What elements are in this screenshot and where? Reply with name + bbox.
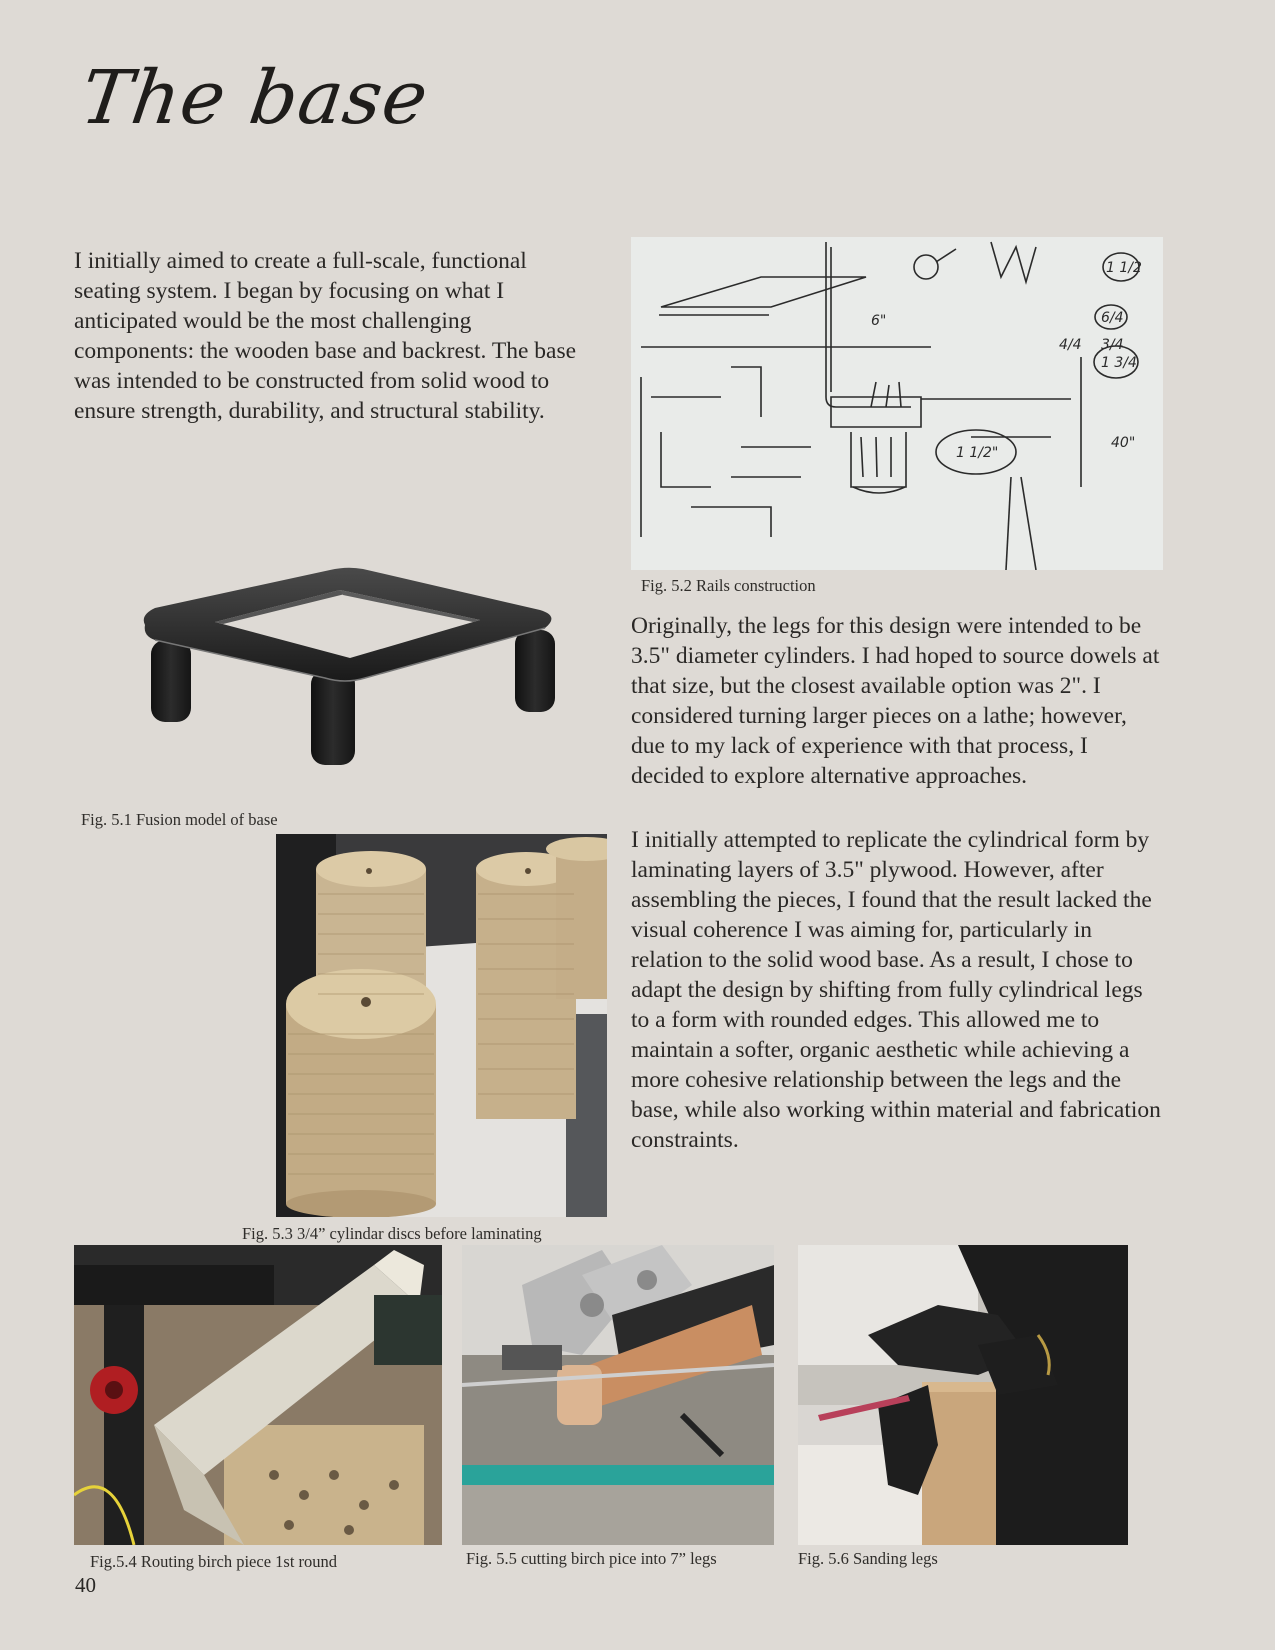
page-title: The base [76,55,434,141]
sketch-note: 1 3/4 [1101,355,1137,371]
routing-photo [74,1245,442,1545]
intro-paragraph: I initially aimed to create a full-scale, functional seating system. I began by focusing on what I anticipated would be the most challenging components: the wooden base and backrest. The base was intended to be constructed from solid wood to ensure strength, durability, and structural stability. [74,248,577,424]
rails-sketch-image [631,237,1163,570]
sketch-note: 40" [1111,435,1136,451]
plywood-discs-photo [276,834,607,1217]
sanding-photo [798,1245,1128,1545]
laminating-paragraph: I initially attempted to replicate the cylindrical form by laminating layers of 3.5" plywood. However, after assembling the pieces, I found that the result lacked the visual coherence I was aiming for, particularly in relation to the solid wood base. As a result, I chose to adapt the design by shifting from fully cylindrical legs to a form with rounded edges. This allowed me to maintain a softer, organic aesthetic while achieving a more cohesive relationship between the legs and the base, while also working within material and fabrication constraints. [631,827,1161,1153]
legs-paragraph: Originally, the legs for this design were intended to be 3.5" diameter cylinders. I had hoped to source dowels at that size, but the closest available option was 2". I considered turning larger pieces on a lathe; however, due to my lack of experience with that process, I decided to explore alternative approaches. [631,613,1160,789]
fig-5-2-caption: Fig. 5.2 Rails construction [641,576,816,595]
fusion-model-image [135,560,580,780]
fig-5-3-caption: Fig. 5.3 3/4” cylindar discs before laminating [242,1224,542,1243]
cutting-photo [462,1245,774,1545]
fig-5-5-caption: Fig. 5.5 cutting birch pice into 7” legs [466,1549,717,1568]
sketch-note: 3/4 [1101,337,1124,353]
sketch-note: 6/4 [1101,310,1124,326]
page-number: 40 [75,1573,96,1597]
fig-5-6-caption: Fig. 5.6 Sanding legs [798,1549,938,1568]
fig-5-4-caption: Fig.5.4 Routing birch piece 1st round [90,1552,338,1571]
fig-5-1-caption: Fig. 5.1 Fusion model of base [81,810,278,829]
sketch-note: 1 1/2 [1106,260,1142,276]
sketch-note: 1 1/2" [956,445,999,461]
sketch-note: 6" [871,313,887,329]
sketch-note: 4/4 [1059,337,1082,353]
